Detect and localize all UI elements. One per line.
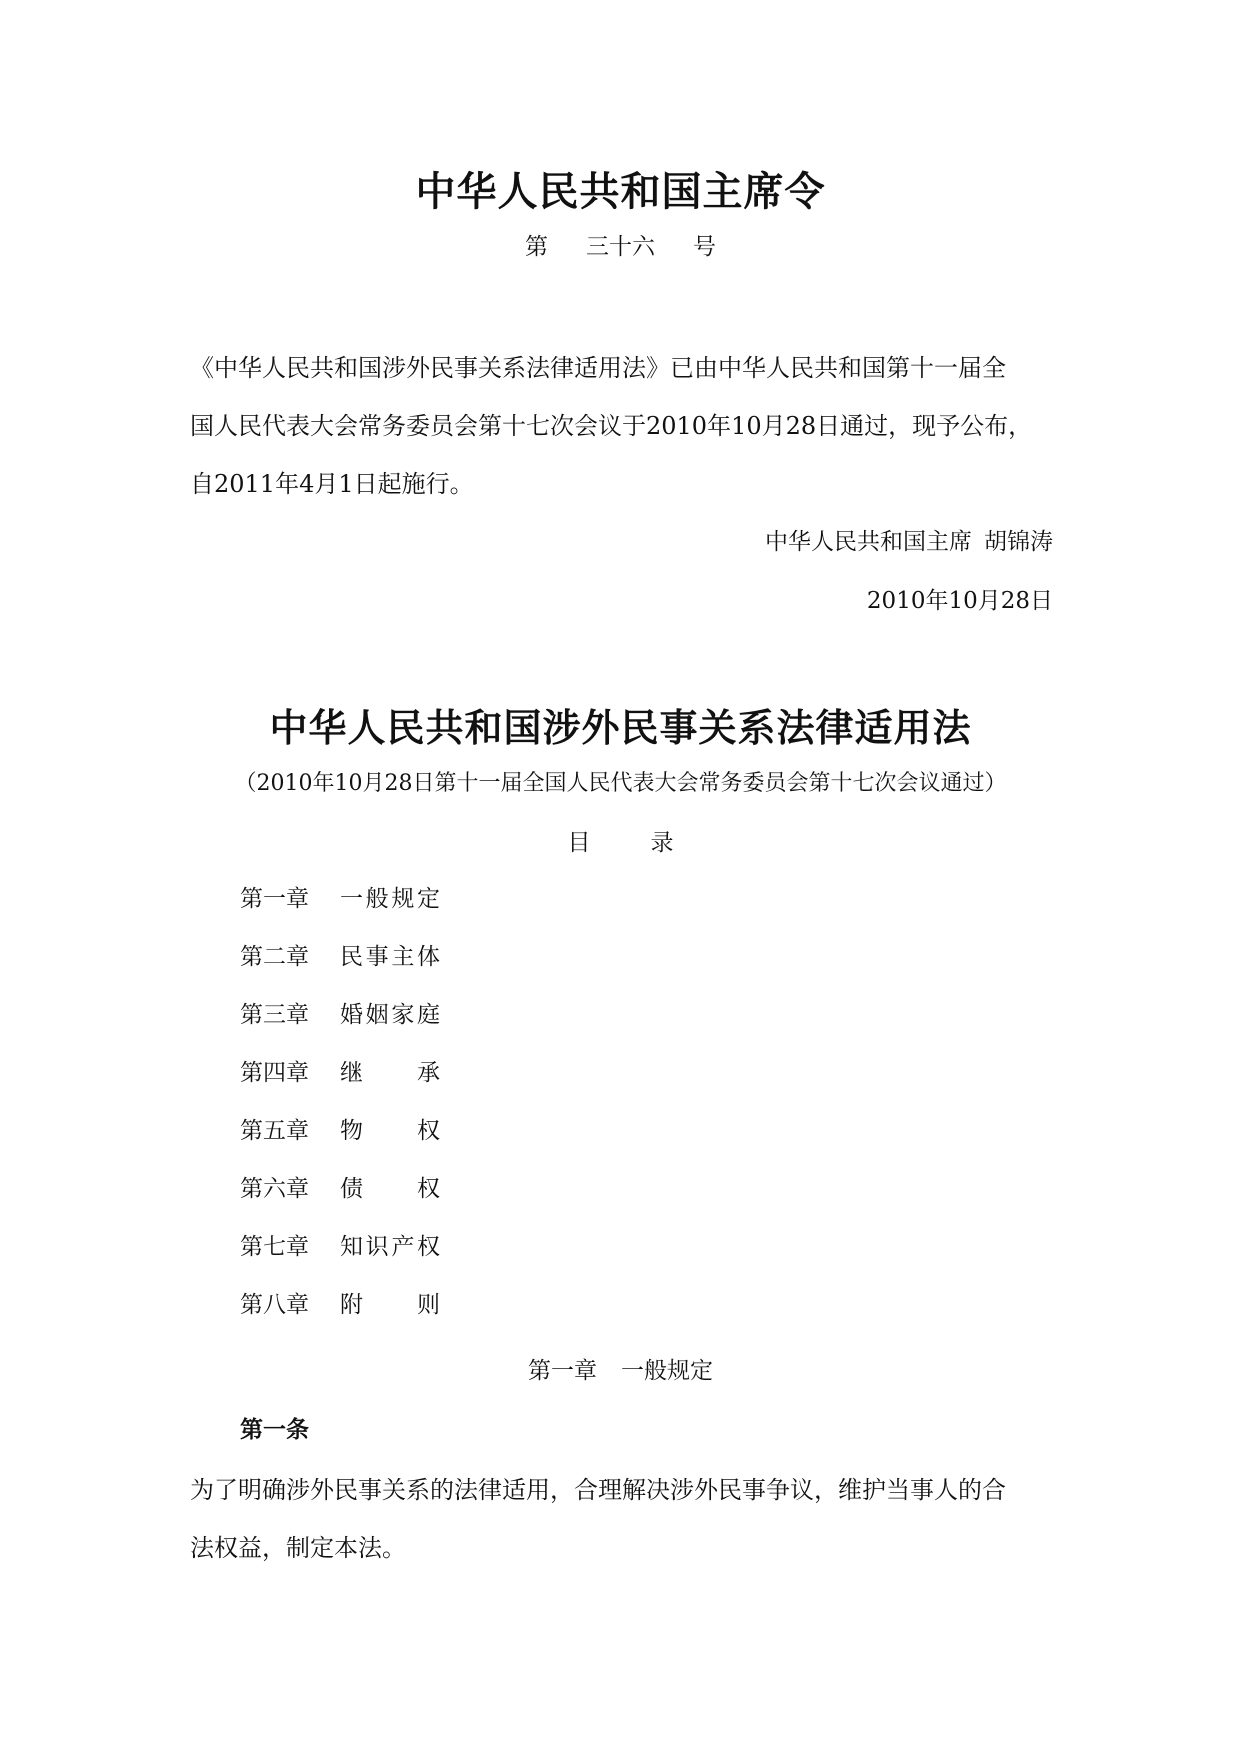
toc-chapter: 第五章 bbox=[240, 1118, 309, 1144]
decree-number-value: 三十六 bbox=[586, 234, 655, 260]
signer-name: 胡锦涛 bbox=[984, 529, 1053, 555]
toc-chapter-name: 附 则 bbox=[340, 1292, 440, 1318]
toc-item bbox=[240, 1054, 440, 1084]
decree-number bbox=[0, 228, 1241, 261]
toc-chapter-name: 知识产权 bbox=[340, 1234, 440, 1260]
toc-chapter-name: 债 权 bbox=[340, 1176, 440, 1202]
toc-item bbox=[240, 1286, 440, 1316]
toc-chapter: 第四章 bbox=[240, 1060, 309, 1086]
toc-item bbox=[240, 1112, 440, 1142]
toc-item bbox=[240, 938, 440, 968]
toc-chapter: 第二章 bbox=[240, 944, 309, 970]
toc-heading-right: 录 bbox=[650, 830, 674, 856]
toc-chapter-name: 民事主体 bbox=[340, 944, 440, 970]
toc-heading bbox=[0, 824, 1241, 857]
decree-signature bbox=[765, 523, 1053, 556]
toc-chapter: 第六章 bbox=[240, 1176, 309, 1202]
law-title: 中华人民共和国涉外民事关系法律适用法 bbox=[269, 705, 972, 750]
toc-chapter: 第八章 bbox=[240, 1292, 309, 1318]
toc-chapter-name: 婚姻家庭 bbox=[340, 1002, 440, 1028]
decree-title: 中华人民共和国主席令 bbox=[415, 168, 826, 215]
toc-chapter-name: 一般规定 bbox=[340, 886, 440, 912]
toc-chapter-name: 继 承 bbox=[340, 1060, 440, 1086]
article-label: 第一条 bbox=[240, 1416, 309, 1443]
toc-item bbox=[240, 880, 440, 910]
decree-body-line: 自2011年4月1日起施行。 bbox=[190, 470, 474, 498]
article-body-line: 为了明确涉外民事关系的法律适用，合理解决涉外民事争议，维护当事人的合 bbox=[190, 1476, 1006, 1504]
toc-item bbox=[240, 1228, 440, 1258]
toc-chapter-name: 物 权 bbox=[340, 1118, 440, 1144]
chapter-heading-name: 一般规定 bbox=[621, 1358, 713, 1384]
chapter-heading-number: 第一章 bbox=[528, 1358, 597, 1384]
decree-date: 2010年10月28日 bbox=[866, 588, 1053, 614]
toc-item bbox=[240, 996, 440, 1026]
chapter-heading bbox=[0, 1352, 1241, 1385]
signer-title: 中华人民共和国主席 bbox=[765, 529, 972, 555]
law-subtitle: （2010年10月28日第十一届全国人民代表大会常务委员会第十七次会议通过） bbox=[234, 771, 1007, 796]
decree-number-suffix: 号 bbox=[693, 234, 716, 260]
article-body-line: 法权益，制定本法。 bbox=[190, 1534, 406, 1562]
toc-chapter: 第三章 bbox=[240, 1002, 309, 1028]
decree-body-line: 《中华人民共和国涉外民事关系法律适用法》已由中华人民共和国第十一届全 bbox=[190, 354, 1006, 382]
toc-item bbox=[240, 1170, 440, 1200]
toc-chapter: 第一章 bbox=[240, 886, 309, 912]
toc-chapter: 第七章 bbox=[240, 1234, 309, 1260]
decree-body-line: 国人民代表大会常务委员会第十七次会议于2010年10月28日通过，现予公布， bbox=[190, 412, 1033, 440]
toc-heading-left: 目 bbox=[567, 830, 591, 856]
decree-number-prefix: 第 bbox=[525, 234, 548, 260]
